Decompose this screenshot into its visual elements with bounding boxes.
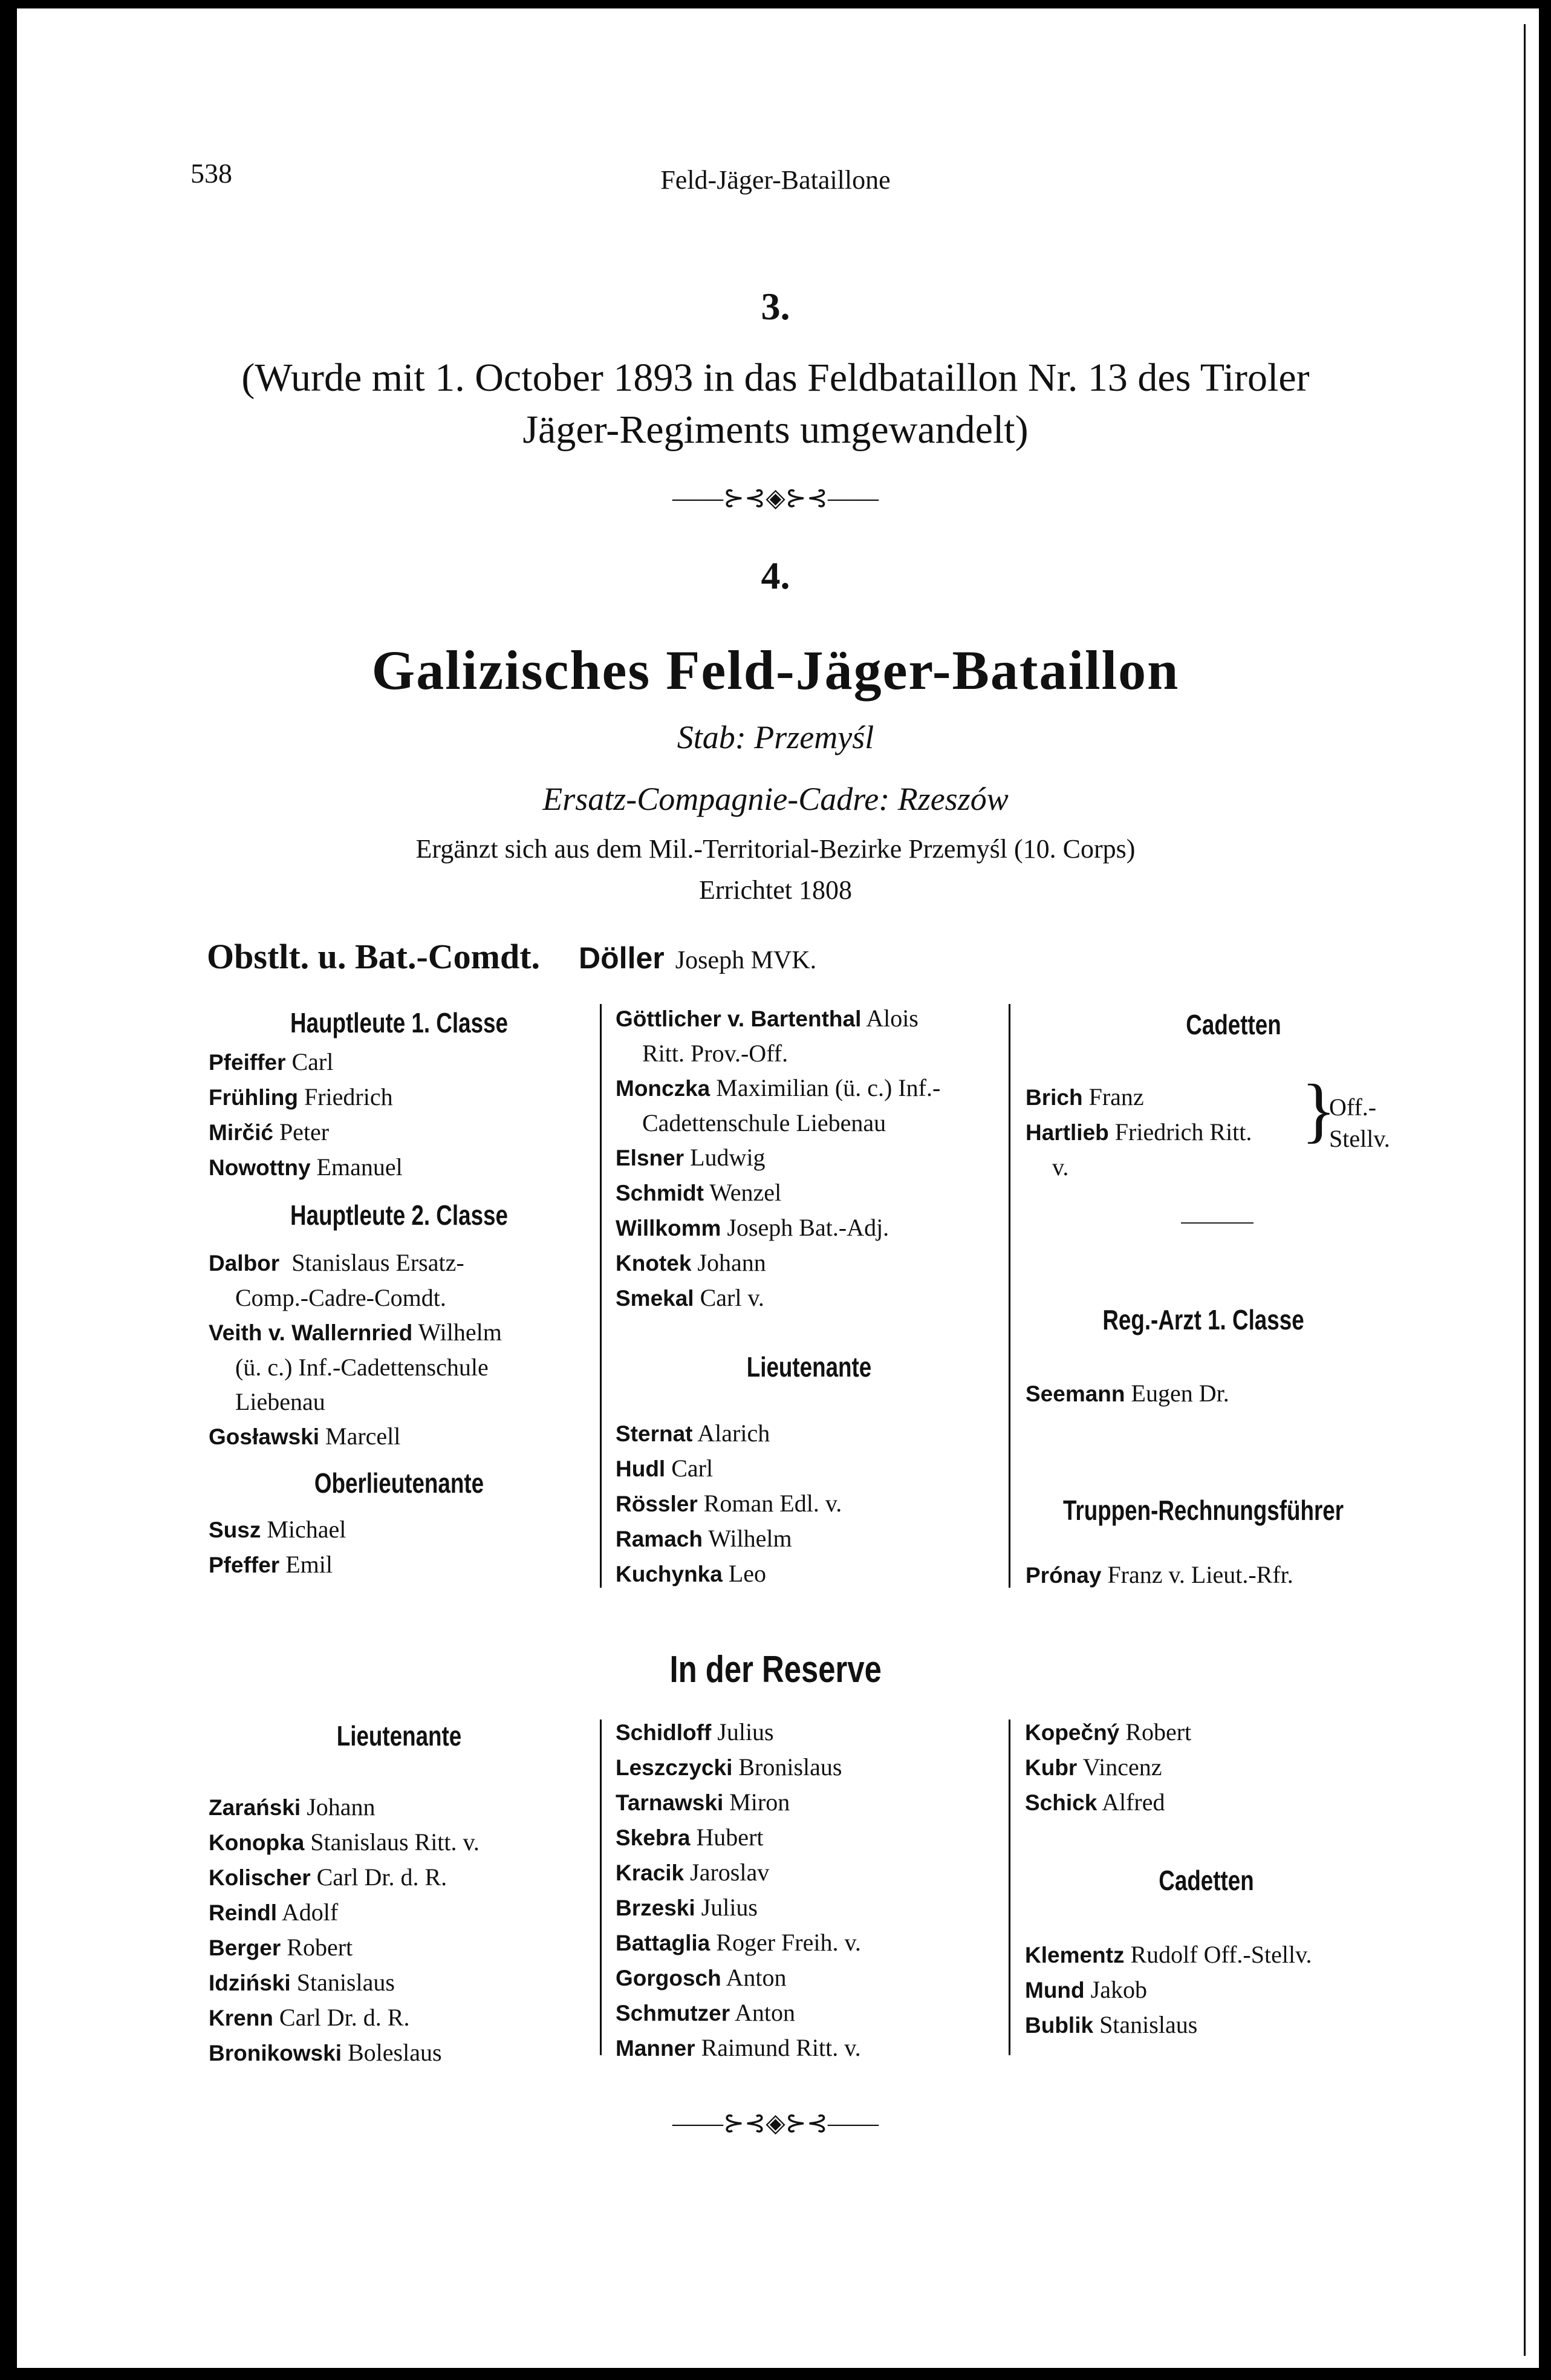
list-item: Rössler Roman Edl. v. [616,1490,842,1517]
list-item: Göttlicher v. Bartenthal Alois [616,1005,919,1032]
brace: } [1301,1069,1336,1150]
list-item: Mirčić Peter [209,1118,330,1146]
list-item: Monczka Maximilian (ü. c.) Inf.- [616,1074,941,1101]
column-rule-2 [1009,1004,1010,1588]
column-1 [209,1001,590,1582]
ornament-divider-bottom: ——⊱⊰◈⊱⊰—— [672,2110,879,2137]
commander-rest: Joseph MVK. [675,947,817,974]
list-item: Prónay Franz v. Lieut.-Rfr. [1026,1561,1293,1588]
heading-reg-arzt: Reg.-Arzt 1. Classe [1102,1304,1304,1335]
list-item: Brich Franz [1026,1083,1144,1110]
reserve-rule-1 [600,1720,602,2055]
commander-label: Obstlt. u. Bat.-Comdt. [207,937,541,976]
list-item: Schick Alfred [1025,1788,1165,1816]
list-item: Kopečný Robert [1025,1718,1192,1746]
commander-line [207,936,816,977]
list-item: Bublik Stanislaus [1025,2011,1198,2038]
column-rule-1 [600,1004,602,1588]
established: Errichtet 1808 [699,875,852,905]
list-item: Battaglia Roger Freih. v. [616,1929,861,1956]
list-item: Kubr Vincenz [1025,1753,1162,1781]
ornament-divider: ——⊱⊰◈⊱⊰—— [672,484,879,512]
list-item: Smekal Carl v. [616,1284,764,1311]
heading-reserve-lieutenante: Lieutenante [336,1720,462,1752]
list-item: Sternat Alarich [616,1420,770,1447]
list-item: Konopka Stanislaus Ritt. v. [209,1828,480,1856]
list-item: Ramach Wilhelm [616,1525,792,1552]
list-item: Hudl Carl [616,1455,714,1482]
list-item: Seemann Eugen Dr. [1026,1380,1229,1407]
list-item: Dalbor Stanislaus Ersatz- [209,1249,464,1276]
page-number: 538 [190,158,232,189]
list-item: Frühling Friedrich [209,1083,393,1110]
list-item-continued: (ü. c.) Inf.-Cadettenschule [235,1354,489,1381]
list-item: Brzeski Julius [616,1894,758,1921]
recruitment-district: Ergänzt sich aus dem Mil.-Territorial-Bezirke Przemyśl (10. Corps) [415,834,1136,864]
heading-truppen-rechnungsfuehrer: Truppen-Rechnungsführer [1062,1495,1344,1526]
reserve-rule-2 [1009,1720,1010,2055]
list-item: Reindl Adolf [209,1899,339,1926]
list-item: Leszczycki Bronislaus [616,1753,842,1781]
list-item: Willkomm Joseph Bat.-Adj. [616,1214,889,1241]
list-item-continued: Ritt. Prov.-Off. [642,1040,789,1067]
list-item: Pfeiffer Carl [209,1048,334,1075]
list-item: Klementz Rudolf Off.-Stellv. [1025,1941,1312,1968]
list-item: Schidloff Julius [616,1718,774,1746]
list-item: Kuchynka Leo [616,1560,767,1587]
divider [1181,1222,1253,1224]
commander-name: Döller [579,941,665,975]
heading-hauptleute-2: Hauptleute 2. Classe [290,1199,508,1231]
list-item: Schmutzer Anton [616,1999,795,2026]
list-item: Krenn Carl Dr. d. R. [209,2004,410,2031]
list-item: Manner Raimund Ritt. v. [616,2034,861,2061]
list-item: Nowottny Emanuel [209,1153,403,1181]
list-item: Veith v. Wallernried Wilhelm [209,1319,502,1346]
heading-hauptleute-1: Hauptleute 1. Classe [290,1007,508,1038]
list-item: Elsner Ludwig [616,1144,766,1171]
list-item: Mund Jakob [1025,1976,1147,2003]
list-item: Idziński Stanislaus [209,1969,395,1996]
running-head: Feld-Jäger-Bataillone [660,165,891,195]
section-4-number: 4. [761,554,790,597]
list-item-continued: Cadettenschule Liebenau [642,1109,886,1136]
off-stellv-label-2: Stellv. [1329,1125,1390,1152]
heading-oberlieutenante: Oberlieutenante [314,1467,484,1499]
heading-lieutenante: Lieutenante [746,1351,872,1383]
list-item: Zarański Johann [209,1793,376,1821]
staff-location: Stab: Przemyśl [677,719,874,755]
section-3-note-line2: Jäger-Regiments umgewandelt) [522,408,1029,452]
battalion-title: Galizisches Feld-Jäger-Bataillon [371,639,1180,701]
list-item: Knotek Johann [616,1249,766,1276]
heading-cadetten: Cadetten [1186,1009,1281,1040]
list-item-continued: v. [1052,1153,1069,1181]
section-3-note-line1: (Wurde mit 1. October 1893 in das Feldbataillon Nr. 13 des Tiroler [241,356,1310,400]
list-item: Susz Michael [209,1516,346,1543]
list-item-continued: Liebenau [235,1388,325,1415]
list-item: Tarnawski Miron [616,1788,790,1816]
reserve-column-1 [209,1715,590,2070]
ersatz-location: Ersatz-Compagnie-Cadre: Rzeszów [542,781,1009,817]
list-item: Pfeffer Emil [209,1551,333,1578]
list-item-continued: Comp.-Cadre-Comdt. [235,1284,446,1311]
reserve-title: In der Reserve [669,1649,882,1690]
column-2 [616,1001,1003,1591]
list-item: Schmidt Wenzel [616,1179,782,1206]
list-item: Gorgosch Anton [616,1964,787,1991]
list-item: Kolischer Carl Dr. d. R. [209,1863,447,1891]
reserve-column-3 [1025,1715,1436,2043]
list-item: Gosławski Marcell [209,1423,401,1450]
list-item: Hartlieb Friedrich Ritt. [1026,1118,1252,1146]
section-3-number: 3. [761,285,790,328]
list-item: Kracik Jaroslav [616,1859,770,1886]
list-item: Berger Robert [209,1934,353,1961]
off-stellv-label-1: Off.- [1329,1094,1377,1121]
reserve-column-2 [616,1715,1003,2065]
heading-reserve-cadetten: Cadetten [1159,1865,1254,1896]
list-item: Skebra Hubert [616,1824,764,1851]
list-item: Bronikowski Boleslaus [209,2039,442,2066]
